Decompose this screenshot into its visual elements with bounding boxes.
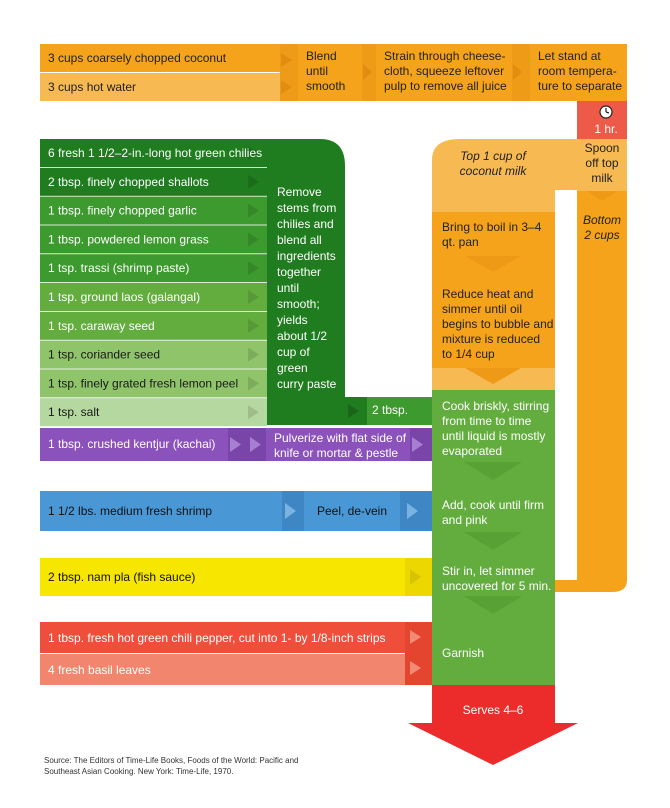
ingredient-label: 1 tbsp. fresh hot green chili pepper, cut into 1- by 1/8-inch strips xyxy=(48,631,386,645)
process-label: off top xyxy=(585,156,619,170)
process-label: room tempera- xyxy=(538,64,617,78)
ingredient-label: 6 fresh 1 1/2–2-in.-long hot green chilies xyxy=(48,146,263,160)
process-label: Spoon xyxy=(584,141,620,155)
process-label: coconut milk xyxy=(459,164,527,178)
process-label: smooth; xyxy=(277,297,320,311)
ingredient-label: 1 1/2 lbs. medium fresh shrimp xyxy=(48,504,213,518)
process-label: Cook briskly, stirring xyxy=(442,399,550,413)
process-label: Let stand at xyxy=(538,49,601,63)
ingredient-label: 1 tbsp. powdered lemon grass xyxy=(48,232,209,247)
source-line: Source: The Editors of Time-Life Books, Foods of the World: Pacific and xyxy=(44,756,299,765)
process-label: Add, cook until firm xyxy=(442,498,545,512)
process-boil xyxy=(432,212,555,256)
process-label: together xyxy=(277,265,322,279)
process-label: Peel, de-vein xyxy=(316,504,388,518)
process-label: to 1/4 cup xyxy=(442,347,495,361)
process-label: cup of xyxy=(277,345,310,359)
process-label: curry paste xyxy=(277,377,337,391)
ingredient-label: 1 tsp. ground laos (galangal) xyxy=(48,290,201,304)
process-label: until liquid is mostly xyxy=(442,429,546,443)
process-label: blend all xyxy=(277,233,322,247)
amount-label: 2 tbsp. xyxy=(372,403,409,417)
time-label: 1 hr. xyxy=(594,122,618,136)
process-label: stems from xyxy=(277,201,337,215)
process-label: milk xyxy=(591,171,613,185)
process-label: evaporated xyxy=(442,444,503,458)
ingredient-label: 3 cups coarsely chopped coconut xyxy=(48,51,227,65)
bend xyxy=(555,561,627,592)
process-label: green xyxy=(277,361,308,375)
process-label: Stir in, let simmer xyxy=(442,564,535,578)
process-label: pulp to remove all juice xyxy=(384,79,507,93)
ingredient-label: 1 tsp. caraway seed xyxy=(48,318,155,333)
source-citation xyxy=(44,755,344,777)
process-label: Bring to boil in 3–4 xyxy=(442,220,542,234)
process-label: begins to bubble and xyxy=(442,317,554,331)
process-label: about 1/2 xyxy=(277,329,328,343)
ingredient-label: 4 fresh basil leaves xyxy=(48,663,151,677)
process-label: until xyxy=(306,64,329,78)
connector xyxy=(405,622,432,685)
process-label: cloth, squeeze leftover xyxy=(384,64,505,78)
ingredient-label: 1 tsp. salt xyxy=(48,405,100,420)
serves-arrow xyxy=(408,685,578,765)
process-label: Blend xyxy=(306,49,337,63)
ingredient-label: 1 tsp. coriander seed xyxy=(48,347,161,362)
ingredient-label: 1 tbsp. finely chopped garlic xyxy=(48,203,197,218)
ingredient-label: 2 tbsp. finely chopped shallots xyxy=(48,174,209,189)
source-line: Southeast Asian Cooking. New York: Time-Life, 1970. xyxy=(44,767,234,776)
process-label: Garnish xyxy=(442,646,485,660)
process-label: 2 cups xyxy=(584,228,620,242)
spacer xyxy=(432,190,555,212)
process-label: mixture is reduced xyxy=(442,332,541,346)
process-label: Pulverize with flat side of xyxy=(274,431,407,445)
process-label: knife or mortar & pestle xyxy=(274,446,399,460)
ingredient-label: 1 tsp. trassi (shrimp paste) xyxy=(48,261,190,276)
process-label: qt. pan xyxy=(442,235,479,249)
process-label: smooth xyxy=(306,79,346,93)
bottom-cups-path xyxy=(577,191,627,561)
process-label: uncovered for 5 min. xyxy=(442,579,552,593)
ingredient-label: 1 tsp. finely grated fresh lemon peel xyxy=(48,376,239,391)
process-label: and pink xyxy=(442,513,488,527)
process-label: ture to separate xyxy=(538,79,623,93)
process-label: Bottom xyxy=(582,213,622,227)
process-label: until xyxy=(277,281,300,295)
process-label: ingredients xyxy=(277,249,336,263)
serves-label: Serves 4–6 xyxy=(462,703,524,717)
process-label: from time to time xyxy=(442,414,532,428)
process-label: Reduce heat and xyxy=(442,287,534,301)
process-label: Top 1 cup of xyxy=(460,149,526,163)
ingredient-label: 3 cups hot water xyxy=(48,80,137,94)
ingredient-label: 2 tbsp. nam pla (fish sauce) xyxy=(48,570,196,584)
ingredient-label: 1 tbsp. crushed kentjur (kachai) xyxy=(48,437,216,451)
process-label: Strain through cheese- xyxy=(384,49,506,63)
process-label: yields xyxy=(277,313,308,327)
process-label: chilies and xyxy=(277,217,334,231)
process-label: simmer until oil xyxy=(442,302,523,316)
process-label: Remove xyxy=(277,185,322,199)
